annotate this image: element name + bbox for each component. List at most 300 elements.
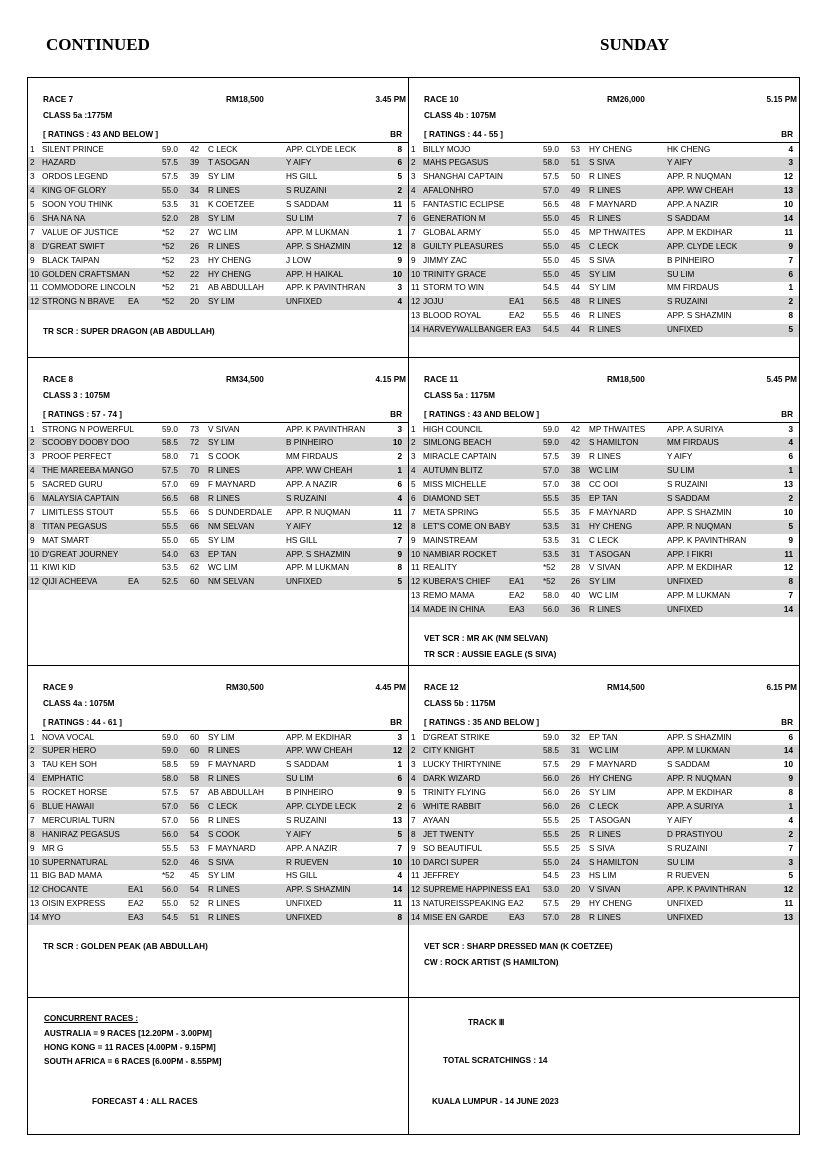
runner-no: 10 <box>30 549 40 559</box>
runner-jockey: V SIVAN <box>589 563 621 573</box>
runner-barrier: 3 <box>397 424 402 434</box>
runner-row <box>409 787 799 801</box>
runner-rt: 65 <box>190 535 200 545</box>
runner-jockey: F MAYNARD <box>208 760 256 770</box>
runner-name: SILENT PRINCE <box>42 144 104 154</box>
runner-row <box>28 898 408 912</box>
runner-wt: 58.5 <box>162 438 178 448</box>
runner-rt: 35 <box>571 507 581 517</box>
runner-row <box>409 745 799 759</box>
runner-barrier: 12 <box>392 241 402 251</box>
forecast: FORECAST 4 : ALL RACES <box>92 1097 198 1106</box>
runner-wt: 57.5 <box>543 760 559 770</box>
total-scratchings: TOTAL SCRATCHINGS : 14 <box>443 1056 548 1065</box>
runner-rt: 46 <box>190 857 200 867</box>
runner-row <box>28 548 408 562</box>
runner-name: SO BEAUTIFUL <box>423 843 483 853</box>
runner-ea: EA <box>128 577 139 587</box>
runner-barrier: 1 <box>397 227 402 237</box>
runner-rt: 69 <box>190 480 200 490</box>
runner-no: 12 <box>411 885 421 895</box>
runner-name: HIGH COUNCIL <box>423 424 483 434</box>
runner-no: 4 <box>411 466 416 476</box>
runner-trainer: S RUZAINI <box>286 493 327 503</box>
runner-rt: 51 <box>190 913 200 923</box>
runner-wt: 55.5 <box>543 493 559 503</box>
runner-name: MALAYSIA CAPTAIN <box>42 493 120 503</box>
runner-wt: 56.0 <box>162 829 178 839</box>
runner-trainer: B PINHEIRO <box>667 255 715 265</box>
runner-barrier: 9 <box>397 255 402 265</box>
scratching-note: VET SCR : SHARP DRESSED MAN (K COETZEE) <box>424 942 613 952</box>
runner-rt: 39 <box>190 172 200 182</box>
ratings-row <box>28 130 408 143</box>
runner-no: 10 <box>411 549 421 559</box>
runner-wt: 53.5 <box>543 521 559 531</box>
runner-no: 11 <box>411 283 420 293</box>
runner-name: DARCI SUPER <box>423 857 479 867</box>
runner-jockey: AB ABDULLAH <box>208 788 264 798</box>
runner-trainer: SU LIM <box>286 774 314 784</box>
runner-jockey: R LINES <box>208 186 240 196</box>
race-time: 5.45 PM <box>766 375 797 384</box>
runner-jockey: WC LIM <box>208 227 238 237</box>
runner-name: MISS MICHELLE <box>423 480 487 490</box>
runner-rt: 42 <box>571 438 581 448</box>
runner-rt: 24 <box>571 857 581 867</box>
runner-no: 1 <box>30 144 35 154</box>
runner-no: 12 <box>411 577 421 587</box>
runner-ea: EA3 <box>509 605 525 615</box>
runner-trainer: UNFIXED <box>667 913 703 923</box>
runner-row <box>409 157 799 171</box>
ratings-label: [ RATINGS : 35 AND BELOW ] <box>424 718 540 727</box>
runner-jockey: R LINES <box>208 746 240 756</box>
runner-name: JIMMY ZAC <box>423 255 467 265</box>
runner-barrier: 9 <box>788 241 793 251</box>
runner-trainer: S SADDAM <box>667 213 710 223</box>
runner-barrier: 4 <box>397 493 402 503</box>
runner-row <box>28 199 408 213</box>
runner-row <box>409 492 799 506</box>
runner-jockey: R LINES <box>589 186 621 196</box>
runner-row <box>409 814 799 828</box>
runner-no: 4 <box>30 186 35 196</box>
runner-no: 14 <box>30 913 40 923</box>
runner-trainer: APP. A NAZIR <box>286 480 338 490</box>
runner-jockey: R LINES <box>208 466 240 476</box>
runner-name: SHA NA NA <box>42 213 86 223</box>
runner-ea: EA2 <box>128 899 144 909</box>
race-panel <box>409 666 799 971</box>
runner-jockey: C LECK <box>208 801 238 811</box>
runner-jockey: MP THWAITES <box>589 424 646 434</box>
runner-row <box>409 240 799 254</box>
runner-barrier: 5 <box>397 577 402 587</box>
runner-wt: 58.5 <box>162 760 178 770</box>
runner-trainer: APP. K PAVINTHRAN <box>667 885 747 895</box>
runner-no: 12 <box>30 297 40 307</box>
runner-row <box>28 240 408 254</box>
runner-name: COMMODORE LINCOLN <box>42 283 136 293</box>
runner-rt: 25 <box>571 815 581 825</box>
runner-row <box>409 268 799 282</box>
runner-name: KUBERA'S CHIEF <box>423 577 491 587</box>
runner-row <box>409 604 799 618</box>
runner-barrier: 10 <box>783 507 793 517</box>
runner-no: 5 <box>411 788 416 798</box>
runner-row <box>409 534 799 548</box>
runner-no: 1 <box>30 424 35 434</box>
runner-jockey: AB ABDULLAH <box>208 283 264 293</box>
runner-trainer: APP. K PAVINTHRAN <box>286 424 366 434</box>
runner-wt: 54.0 <box>162 549 178 559</box>
runner-jockey: R LINES <box>589 311 621 321</box>
runner-rt: 20 <box>190 297 200 307</box>
runner-trainer: HS GILL <box>286 172 318 182</box>
runner-rt: 31 <box>571 521 581 531</box>
runner-jockey: R LINES <box>589 913 621 923</box>
runner-rt: 22 <box>190 269 200 279</box>
runner-no: 7 <box>30 815 35 825</box>
runner-jockey: R LINES <box>589 452 621 462</box>
runner-name: JOJU <box>423 297 444 307</box>
runner-jockey: WC LIM <box>589 466 619 476</box>
runner-row <box>28 520 408 534</box>
runner-row <box>409 171 799 185</box>
runner-name: TITAN PEGASUS <box>42 521 107 531</box>
runner-barrier: 2 <box>788 297 793 307</box>
runner-rt: 48 <box>571 200 581 210</box>
runner-rt: 45 <box>190 871 200 881</box>
runner-no: 14 <box>411 605 421 615</box>
runner-wt: 55.0 <box>543 857 559 867</box>
runner-no: 10 <box>30 269 40 279</box>
runner-trainer: APP. S SHAZMIN <box>286 241 351 251</box>
runner-name: AUTUMN BLITZ <box>423 466 483 476</box>
runner-rt: 50 <box>571 172 581 182</box>
runner-rt: 39 <box>190 158 200 168</box>
runner-wt: 52.0 <box>162 857 178 867</box>
runner-barrier: 8 <box>788 577 793 587</box>
runner-wt: 55.0 <box>162 535 178 545</box>
runner-ea: EA2 <box>509 311 525 321</box>
runner-no: 13 <box>411 591 421 601</box>
runner-trainer: Y AIFY <box>286 158 312 168</box>
runner-no: 7 <box>411 815 416 825</box>
runner-barrier: 10 <box>783 760 793 770</box>
ratings-label: [ RATINGS : 43 AND BELOW ] <box>43 130 159 139</box>
race-header <box>409 358 799 398</box>
runner-rt: 52 <box>190 899 200 909</box>
runner-jockey: R LINES <box>589 829 621 839</box>
runner-jockey: SY LIM <box>589 788 616 798</box>
runner-rt: 23 <box>190 255 200 265</box>
runner-row <box>28 773 408 787</box>
runner-barrier: 4 <box>397 871 402 881</box>
runner-jockey: T ASOGAN <box>208 158 250 168</box>
race-header <box>28 78 408 118</box>
runner-wt: 55.0 <box>543 213 559 223</box>
runner-wt: 57.0 <box>162 815 178 825</box>
barrier-header: BR <box>781 130 793 139</box>
runner-row <box>28 576 408 590</box>
runner-row <box>409 423 799 437</box>
runner-no: 8 <box>411 829 416 839</box>
runner-trainer: S SADDAM <box>667 493 710 503</box>
runner-no: 11 <box>30 871 39 881</box>
runner-name: QIJI ACHEEVA <box>42 577 98 587</box>
runner-trainer: S RUZAINI <box>286 186 327 196</box>
runner-rt: 29 <box>571 760 581 770</box>
runner-row <box>28 143 408 157</box>
runner-barrier: 4 <box>788 144 793 154</box>
runner-jockey: SY LIM <box>589 269 616 279</box>
runner-name: GOLDEN CRAFTSMAN <box>42 269 130 279</box>
runner-no: 14 <box>411 325 421 335</box>
runner-row <box>28 157 408 171</box>
runner-wt: *52 <box>162 241 175 251</box>
runner-no: 12 <box>30 577 40 587</box>
runner-trainer: APP. S SHAZMIN <box>667 311 732 321</box>
runner-wt: 54.5 <box>162 913 178 923</box>
runner-no: 4 <box>30 774 35 784</box>
runner-jockey: WC LIM <box>589 591 619 601</box>
runner-trainer: MM FIRDAUS <box>667 438 719 448</box>
runner-name: MERCURIAL TURN <box>42 815 115 825</box>
location-date: KUALA LUMPUR - 14 JUNE 2023 <box>432 1097 559 1106</box>
ratings-row <box>28 410 408 423</box>
runner-name: VALUE OF JUSTICE <box>42 227 119 237</box>
runner-barrier: 1 <box>788 466 793 476</box>
runner-jockey: T ASOGAN <box>589 815 631 825</box>
runner-rt: 39 <box>571 452 581 462</box>
race-panel <box>409 358 799 663</box>
ratings-label: [ RATINGS : 44 - 61 ] <box>43 718 123 727</box>
runner-trainer: D PRASTIYOU <box>667 829 723 839</box>
runner-barrier: 5 <box>397 172 402 182</box>
runner-jockey: R LINES <box>589 213 621 223</box>
runner-barrier: 6 <box>788 732 793 742</box>
runner-rt: 71 <box>190 452 200 462</box>
runner-rt: 51 <box>571 158 581 168</box>
runner-barrier: 5 <box>788 325 793 335</box>
runner-wt: 55.0 <box>543 241 559 251</box>
runner-wt: 59.0 <box>162 746 178 756</box>
runner-name: NAMBIAR ROCKET <box>423 549 497 559</box>
runner-rt: 56 <box>190 815 200 825</box>
runner-wt: 57.5 <box>543 899 559 909</box>
runner-no: 3 <box>30 172 35 182</box>
runner-barrier: 2 <box>397 801 402 811</box>
runner-row <box>28 282 408 296</box>
runner-no: 5 <box>30 788 35 798</box>
runner-name: HARVEYWALLBANGER EA3 <box>423 325 531 335</box>
runner-trainer: APP. WW CHEAH <box>286 466 353 476</box>
runner-name: MAT SMART <box>42 535 90 545</box>
runner-row <box>409 212 799 226</box>
runner-row <box>409 870 799 884</box>
race-time: 4.15 PM <box>375 375 406 384</box>
runner-jockey: V SIVAN <box>589 885 621 895</box>
runner-row <box>409 576 799 590</box>
runner-wt: *52 <box>162 255 175 265</box>
runner-barrier: 2 <box>788 829 793 839</box>
runner-no: 8 <box>30 829 35 839</box>
runner-no: 3 <box>411 452 416 462</box>
runner-jockey: S HAMILTON <box>589 438 639 448</box>
runner-name: CHOCANTE <box>42 885 88 895</box>
runner-barrier: 11 <box>393 200 402 210</box>
runner-barrier: 7 <box>788 843 793 853</box>
ratings-label: [ RATINGS : 43 AND BELOW ] <box>424 410 540 419</box>
runner-trainer: APP. R NUQMAN <box>667 172 732 182</box>
runner-barrier: 12 <box>783 172 793 182</box>
runner-rt: 72 <box>190 438 200 448</box>
concurrent-australia: AUSTRALIA = 9 RACES [12.20PM - 3.00PM] <box>44 1029 212 1038</box>
runner-row <box>28 856 408 870</box>
concurrent-title: CONCURRENT RACES : <box>44 1014 139 1023</box>
runner-wt: 57.5 <box>162 172 178 182</box>
runner-name: KIWI KID <box>42 563 76 573</box>
runner-wt: *52 <box>162 227 175 237</box>
runner-name: HAZARD <box>42 158 76 168</box>
runner-name: BIG BAD MAMA <box>42 871 103 881</box>
runner-rt: 42 <box>190 144 200 154</box>
runner-no: 11 <box>30 283 39 293</box>
runner-rt: 38 <box>571 480 581 490</box>
runner-barrier: 8 <box>788 311 793 321</box>
runner-rt: 45 <box>571 255 581 265</box>
runner-wt: 53.0 <box>543 885 559 895</box>
runner-wt: 54.5 <box>543 283 559 293</box>
runner-barrier: 3 <box>788 424 793 434</box>
runner-jockey: HY CHENG <box>589 899 633 909</box>
race-header <box>409 78 799 118</box>
runner-rt: 45 <box>571 241 581 251</box>
runner-trainer: APP. R NUQMAN <box>286 507 351 517</box>
runner-name: DIAMOND SET <box>423 493 480 503</box>
runner-jockey: F MAYNARD <box>589 507 637 517</box>
runner-jockey: HY CHENG <box>208 269 252 279</box>
runner-wt: 57.0 <box>543 913 559 923</box>
runner-jockey: C LECK <box>589 801 619 811</box>
runner-jockey: T ASOGAN <box>589 549 631 559</box>
runner-row <box>409 451 799 465</box>
runner-name: ROCKET HORSE <box>42 788 108 798</box>
runner-trainer: B PINHEIRO <box>286 788 334 798</box>
runner-wt: 57.0 <box>543 480 559 490</box>
runner-no: 5 <box>411 200 416 210</box>
runner-no: 9 <box>411 535 416 545</box>
runner-barrier: 10 <box>392 857 402 867</box>
race-notes <box>409 631 799 663</box>
runner-jockey: NM SELVAN <box>208 577 255 587</box>
runner-rt: 35 <box>571 493 581 503</box>
runner-no: 9 <box>411 255 416 265</box>
runner-wt: 58.0 <box>543 158 559 168</box>
runner-rt: 49 <box>571 186 581 196</box>
runner-barrier: 5 <box>788 521 793 531</box>
race-notes <box>28 324 408 340</box>
runner-no: 11 <box>411 563 420 573</box>
runner-row <box>409 465 799 479</box>
runner-row <box>409 828 799 842</box>
runner-rt: 73 <box>190 424 200 434</box>
runner-trainer: SU LIM <box>667 466 695 476</box>
runner-rt: 26 <box>571 788 581 798</box>
runner-jockey: SY LIM <box>208 213 235 223</box>
runner-rt: 60 <box>190 577 200 587</box>
runner-name: SHANGHAI CAPTAIN <box>423 172 503 182</box>
runner-jockey: SY LIM <box>589 577 616 587</box>
runner-wt: *52 <box>162 297 175 307</box>
runner-row <box>409 185 799 199</box>
runner-barrier: 13 <box>392 815 402 825</box>
race-header <box>28 666 408 706</box>
runner-wt: 56.0 <box>162 885 178 895</box>
runner-no: 2 <box>30 746 35 756</box>
runner-row <box>409 437 799 451</box>
runner-wt: 55.5 <box>543 507 559 517</box>
runner-row <box>28 185 408 199</box>
runner-jockey: S SIVA <box>589 158 615 168</box>
runner-row <box>28 842 408 856</box>
runner-name: JET TWENTY <box>423 829 475 839</box>
runner-name: REMO MAMA <box>423 591 475 601</box>
runner-trainer: Y AIFY <box>667 158 693 168</box>
scratching-note: VET SCR : MR AK (NM SELVAN) <box>424 634 549 644</box>
runner-row <box>28 226 408 240</box>
runner-no: 2 <box>411 438 416 448</box>
race-number: RACE 9 <box>43 683 74 692</box>
runner-jockey: R LINES <box>589 172 621 182</box>
runner-barrier: 1 <box>788 283 793 293</box>
runner-wt: 56.0 <box>543 774 559 784</box>
runner-no: 2 <box>411 746 416 756</box>
runner-jockey: HY CHENG <box>589 521 633 531</box>
runner-trainer: UNFIXED <box>286 577 322 587</box>
runner-trainer: APP. S SHAZMIN <box>667 507 732 517</box>
runner-trainer: S RUZAINI <box>286 815 327 825</box>
runner-wt: 59.0 <box>162 144 178 154</box>
runner-wt: 56.5 <box>543 297 559 307</box>
runner-no: 8 <box>30 521 35 531</box>
runner-row <box>409 773 799 787</box>
runner-jockey: R LINES <box>208 493 240 503</box>
runner-no: 1 <box>411 732 416 742</box>
runner-jockey: R LINES <box>589 297 621 307</box>
race-header <box>409 666 799 706</box>
runner-row <box>409 520 799 534</box>
runner-rt: 26 <box>571 774 581 784</box>
runner-barrier: 12 <box>392 521 402 531</box>
runner-trainer: APP. M LUKMAN <box>286 227 350 237</box>
runner-trainer: MM FIRDAUS <box>286 452 338 462</box>
runner-name: STRONG N POWERFUL <box>42 424 134 434</box>
runner-jockey: SY LIM <box>208 871 235 881</box>
runner-jockey: F MAYNARD <box>208 480 256 490</box>
runner-trainer: UNFIXED <box>667 605 703 615</box>
ratings-row <box>28 718 408 731</box>
runner-rt: 68 <box>190 493 200 503</box>
runner-barrier: 8 <box>397 144 402 154</box>
runner-row <box>409 282 799 296</box>
runner-no: 3 <box>30 760 35 770</box>
race-class: CLASS 5b : 1175M <box>424 699 496 708</box>
runner-barrier: 6 <box>788 452 793 462</box>
runner-rt: 31 <box>571 549 581 559</box>
